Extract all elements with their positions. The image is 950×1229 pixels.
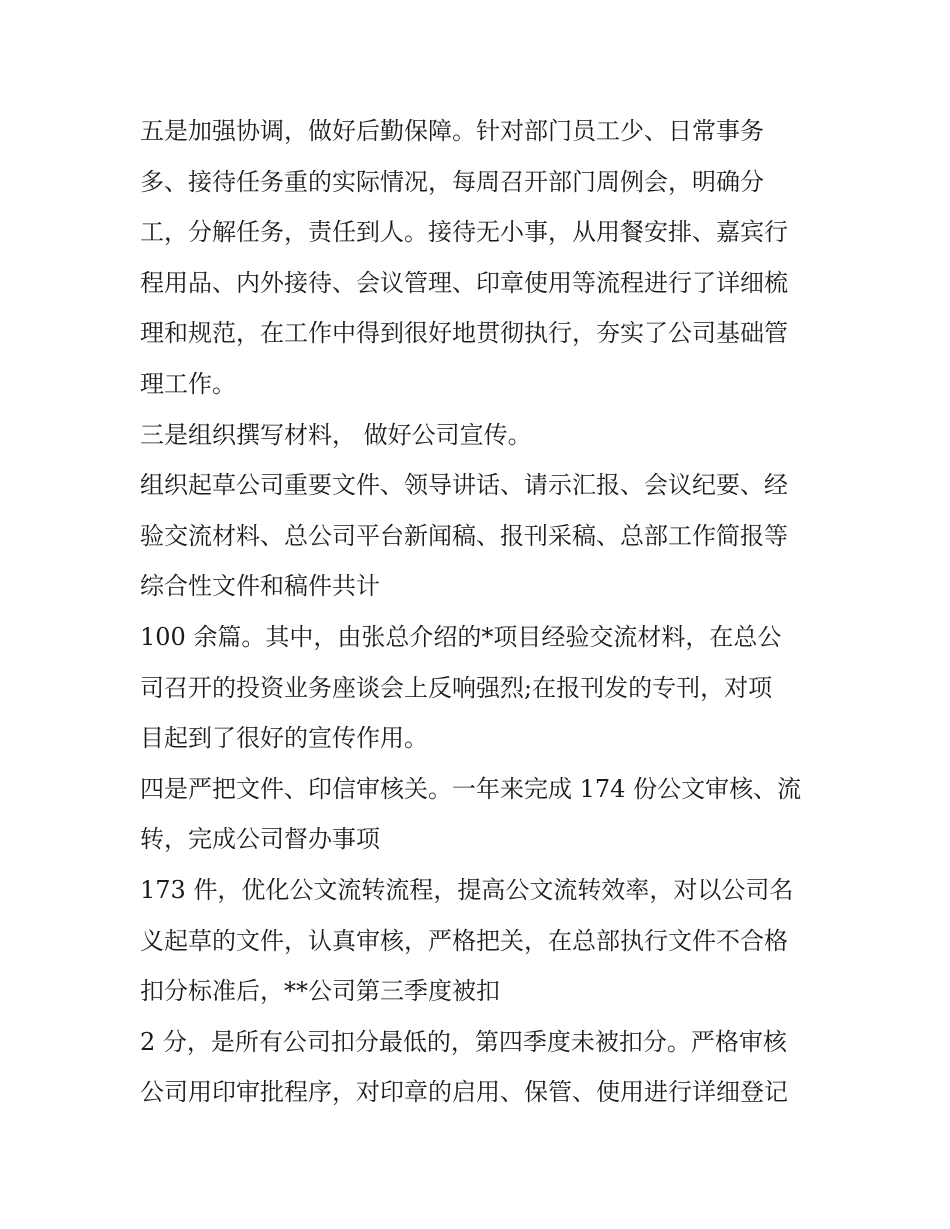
text-line: 多、接待任务重的实际情况，每周召开部门周例会，明确分 (140, 167, 764, 196)
text-line: 100 余篇。其中，由张总介绍的*项目经验交流材料，在总公 (140, 622, 782, 651)
text-line: 公司用印审批程序，对印章的启用、保管、使用进行详细登记 (140, 1078, 788, 1107)
text-line: 综合性文件和稿件共计 (140, 572, 380, 601)
text-line: 司召开的投资业务座谈会上反响强烈;在报刊发的专刊，对项 (140, 673, 773, 702)
text-line: 转，完成公司督办事项 (140, 825, 380, 854)
text-line: 四是严把文件、印信审核关。一年来完成 174 份公文审核、流 (140, 774, 802, 803)
document-body (140, 106, 840, 1118)
text-line: 扣分标准后，**公司第三季度被扣 (140, 977, 500, 1006)
text-line: 173 件，优化公文流转流程，提高公文流转效率，对以公司名 (140, 875, 794, 904)
text-line: 程用品、内外接待、会议管理、印章使用等流程进行了详细梳 (140, 268, 788, 297)
text-line: 义起草的文件，认真审核，严格把关，在总部执行文件不合格 (140, 926, 788, 955)
text-line: 组织起草公司重要文件、领导讲话、请示汇报、会议纪要、经 (140, 471, 788, 500)
section-heading: 三是组织撰写材料， 做好公司宣传。 (140, 420, 532, 449)
text-line: 理和规范，在工作中得到很好地贯彻执行，夯实了公司基础管 (140, 319, 788, 348)
text-line: 工，分解任务，责任到人。接待无小事，从用餐安排、嘉宾行 (140, 218, 788, 247)
text-line: 目起到了很好的宣传作用。 (140, 724, 428, 753)
text-line: 验交流材料、总公司平台新闻稿、报刊采稿、总部工作简报等 (140, 521, 788, 550)
text-line: 2 分，是所有公司扣分最低的，第四季度未被扣分。严格审核 (140, 1027, 787, 1056)
text-line: 理工作。 (140, 369, 236, 398)
text-line: 五是加强协调，做好后勤保障。针对部门员工少、日常事务 (140, 117, 764, 145)
